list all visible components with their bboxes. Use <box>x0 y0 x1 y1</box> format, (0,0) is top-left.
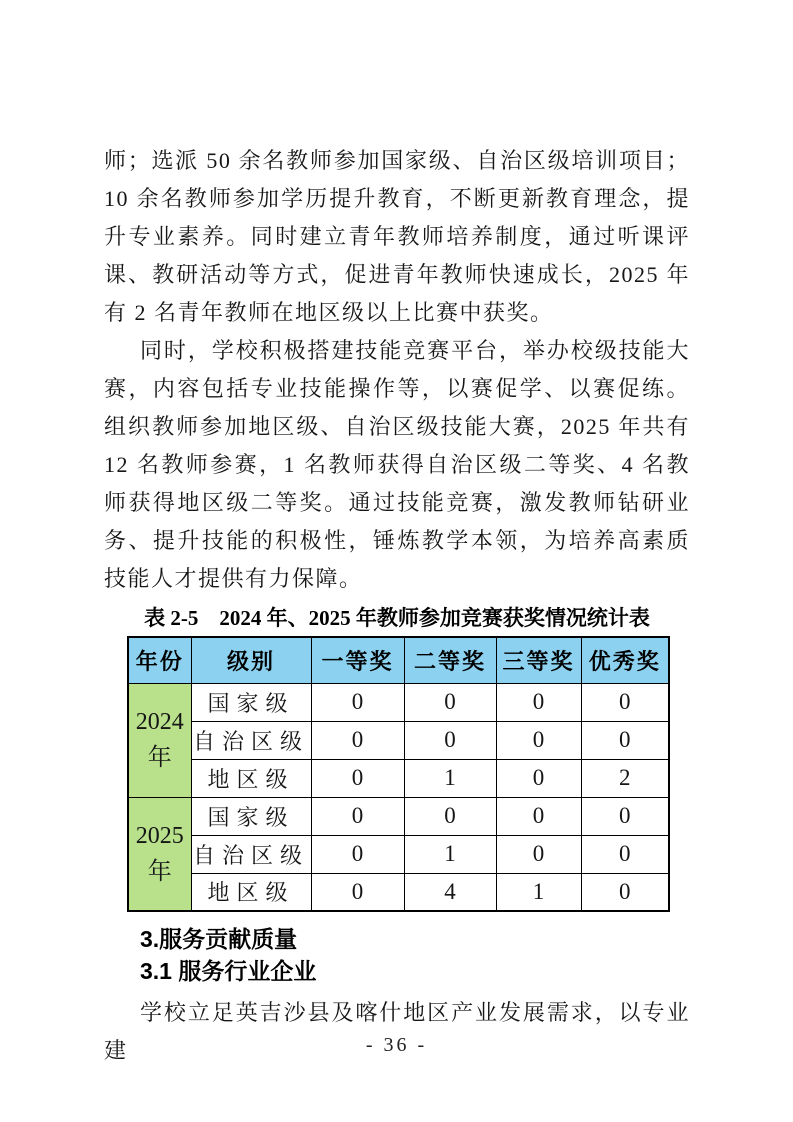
year-value: 2025 <box>135 822 184 849</box>
year-suffix: 年 <box>147 745 172 771</box>
table-row <box>128 721 669 759</box>
column-header-first-prize: 一等奖 <box>311 637 404 683</box>
award-count-cell: 0 <box>496 759 581 797</box>
award-count-cell: 0 <box>404 797 496 835</box>
page-number: - 36 - <box>365 1034 428 1056</box>
award-count-cell: 1 <box>404 759 496 797</box>
section-heading-service-contribution: 3.服务贡献质量 <box>140 926 298 952</box>
award-count-cell: 1 <box>404 835 496 873</box>
table-caption: 表 2-5 2024 年、2025 年教师参加竞赛获奖情况统计表 <box>144 606 650 630</box>
level-cell: 国家级 <box>191 797 311 835</box>
awards-statistics-table <box>127 636 670 912</box>
award-count-cell: 0 <box>496 721 581 759</box>
award-count-cell: 0 <box>311 759 404 797</box>
column-header-excellence-prize: 优秀奖 <box>581 637 669 683</box>
paragraph-serving-industry: 学校立足英吉沙县及喀什地区产业发展需求，以专业建 <box>104 1000 690 1063</box>
table-row <box>128 683 669 721</box>
award-count-cell: 0 <box>311 797 404 835</box>
award-count-cell: 0 <box>311 721 404 759</box>
table-row <box>128 873 669 911</box>
award-count-cell: 0 <box>581 683 669 721</box>
award-count-cell: 0 <box>496 835 581 873</box>
year-value: 2024 <box>135 709 184 735</box>
award-count-cell: 0 <box>581 797 669 835</box>
table-row <box>128 759 669 797</box>
level-cell: 自治区级 <box>191 721 311 759</box>
column-header-second-prize: 二等奖 <box>404 637 496 683</box>
level-cell: 自治区级 <box>191 835 311 873</box>
award-count-cell: 0 <box>311 873 404 911</box>
award-count-cell: 0 <box>404 683 496 721</box>
paragraph-teacher-training: 师；选派 50 余名教师参加国家级、自治区级培训项目；10 余名教师参加学历提升教育，不断更新教育理念，提升专业素养。同时建立青年教师培养制度，通过听课评课、教研活动等方式，促进青年教师快速成长，2025 年有 2 名青年教师在地区级以上比赛中获奖。 <box>104 148 690 325</box>
paragraph-skill-competition: 同时，学校积极搭建技能竞赛平台，举办校级技能大赛，内容包括专业技能操作等，以赛促学、以赛促练。组织教师参加地区级、自治区级技能大赛，2025 年共有 12 名教师参赛，1 名教师获得自治区级二等奖、4 名教师获得地区级二等奖。通过技能竞赛，激发教师钻研业务、提升技能的积极性，锤炼教学本领，为培养高素质技能人才提供有力保障。 <box>104 338 690 591</box>
column-header-third-prize: 三等奖 <box>496 637 581 683</box>
award-count-cell: 0 <box>496 683 581 721</box>
award-count-cell: 0 <box>311 683 404 721</box>
column-header-level: 级别 <box>191 637 311 683</box>
year-suffix: 年 <box>147 858 172 885</box>
award-count-cell: 1 <box>496 873 581 911</box>
column-header-year: 年份 <box>128 637 191 683</box>
award-count-cell: 0 <box>581 873 669 911</box>
award-count-cell: 2 <box>581 759 669 797</box>
year-cell <box>128 797 191 911</box>
award-count-cell: 0 <box>311 835 404 873</box>
year-cell <box>128 683 191 797</box>
table-row <box>128 835 669 873</box>
award-count-cell: 4 <box>404 873 496 911</box>
table-row <box>128 797 669 835</box>
award-count-cell: 0 <box>404 721 496 759</box>
level-cell: 国家级 <box>191 683 311 721</box>
table-header-row <box>128 637 669 683</box>
award-count-cell: 0 <box>581 721 669 759</box>
level-cell: 地区级 <box>191 759 311 797</box>
award-count-cell: 0 <box>581 835 669 873</box>
award-count-cell: 0 <box>496 797 581 835</box>
subsection-heading-serving-industry: 3.1 服务行业企业 <box>140 958 317 984</box>
level-cell: 地区级 <box>191 873 311 911</box>
